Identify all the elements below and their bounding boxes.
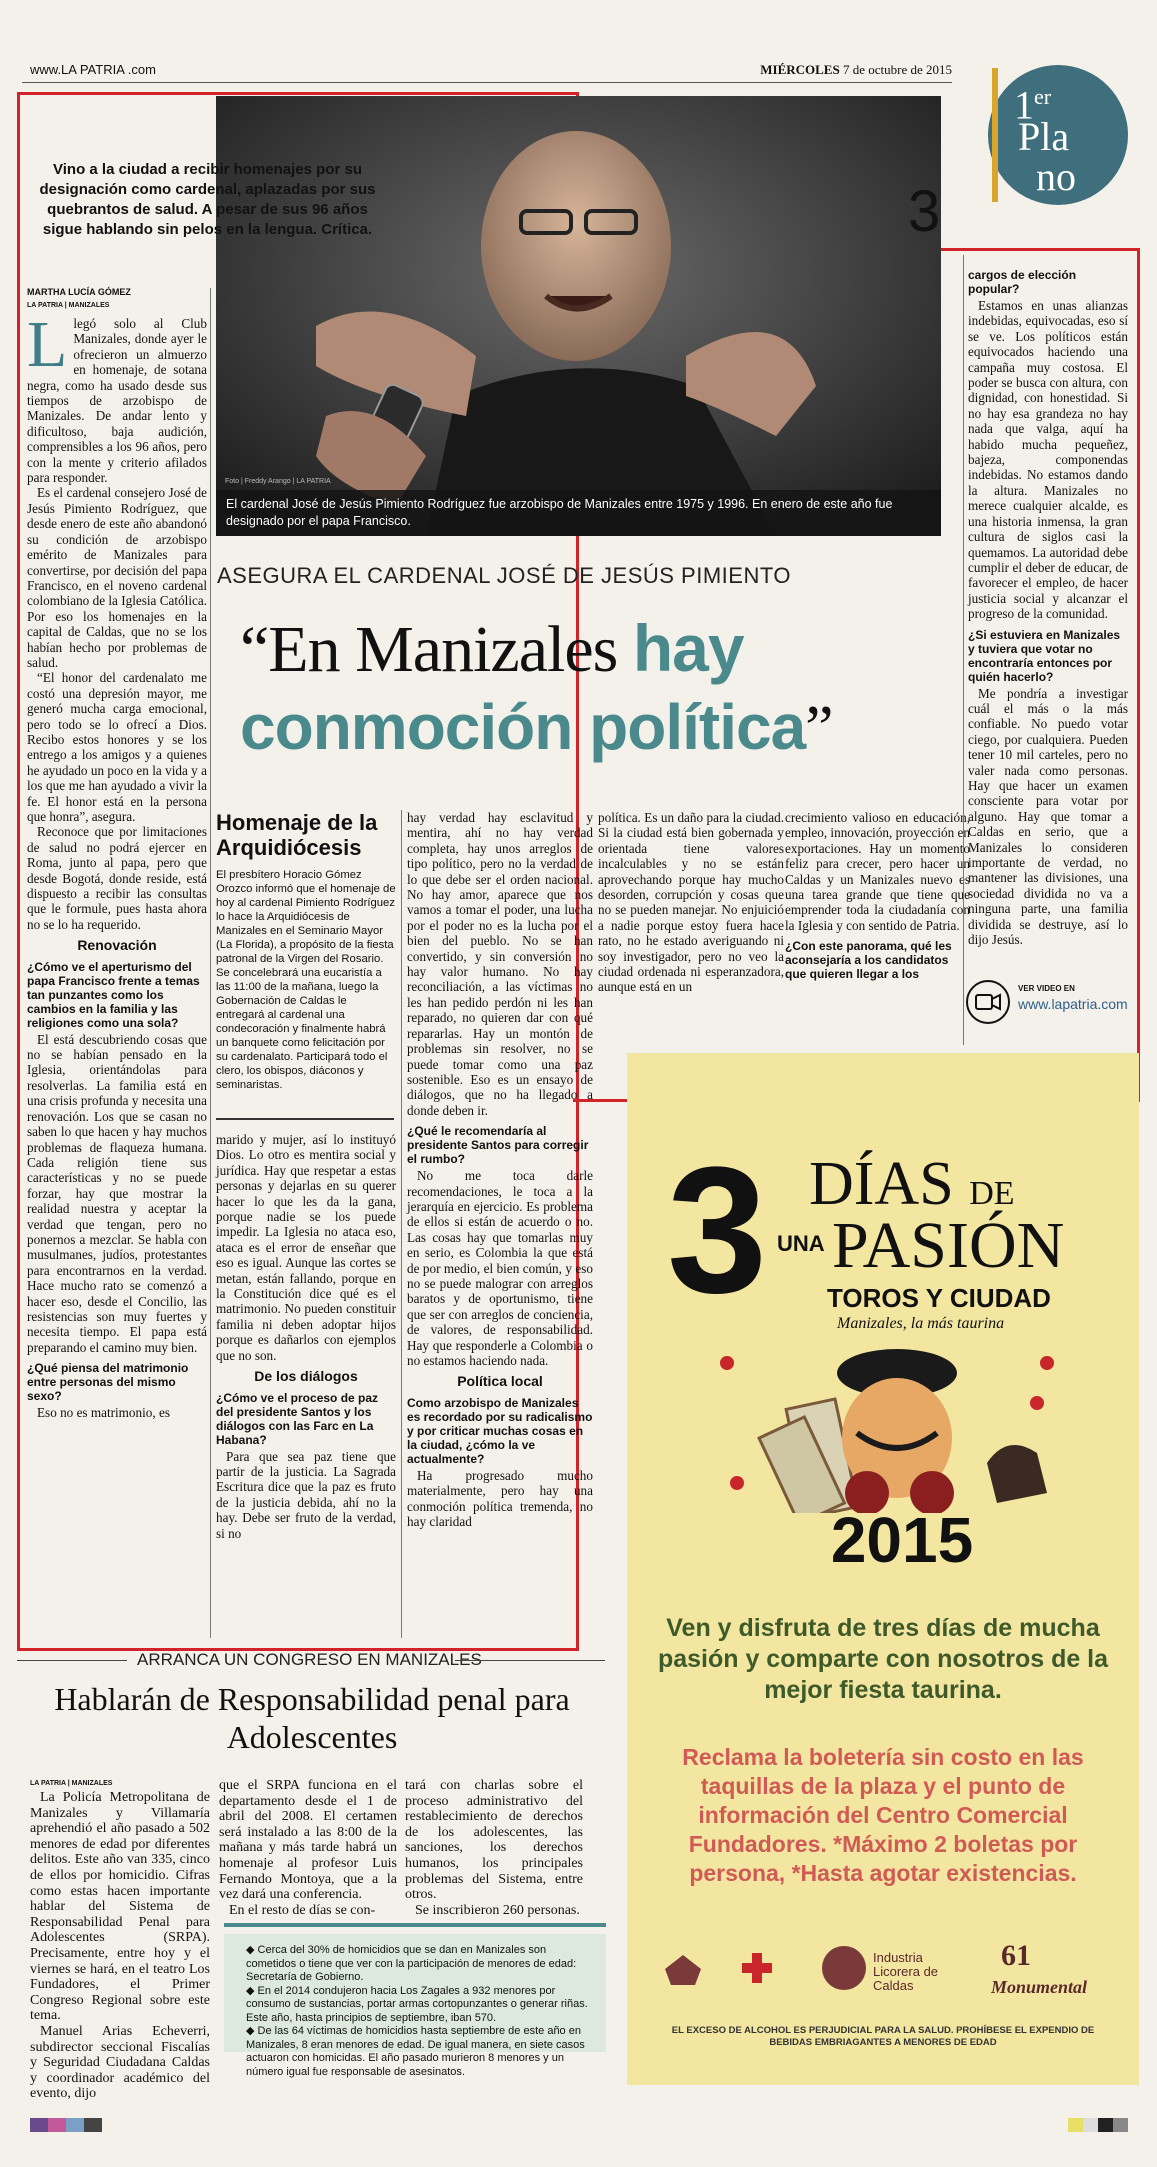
subheading: Renovación xyxy=(77,937,157,954)
bullet-icon: ◆ xyxy=(246,1944,258,1956)
column-6 xyxy=(968,268,1128,947)
matador-illustration xyxy=(707,1343,1067,1513)
video-link[interactable] xyxy=(966,978,1126,1024)
headline-line1: “En Manizales hay xyxy=(240,611,744,686)
bottom-headline: Hablarán de Responsabilidad penal para Adolescentes xyxy=(54,1681,570,1755)
paragraph: “El honor del cardenalato me costó una depresión mayor, me generó mucha carga emocional, pero todo se lo ofrecí a Dios. Recibo estos honores y se los entrego a los amigos y a quienes he ayudado un poco en la vida y a los que me han ayudado a vivir la fe. El honor está en la persona que honra”, asegura. xyxy=(27,670,207,824)
print-color-bar xyxy=(30,2118,102,2132)
paragraph: tará con charlas sobre el proceso administrativo del restablecimiento de derechos de los adolescentes, las sanciones, los derechos humanos, los principales problemas del Sistema, entre otros. xyxy=(405,1778,583,1903)
bullet-icon: ◆ xyxy=(246,2025,258,2037)
paragraph: crecimiento valioso en educación, empleo, innovación, proyección en exportaciones. Hay un momento feliz para crecer, pero hacer un Caldas y un Manizales nuevo es una tarea grande que tiene que emprender toda la ciudadanía con la Iglesia y con sentido de Patria. xyxy=(785,810,970,933)
ad-tagline: Manizales, la más taurina xyxy=(837,1315,1005,1332)
logo-industria-text: Industria Licorera de Caldas xyxy=(873,1950,939,1993)
video-label: VER VIDEO EN xyxy=(1018,984,1075,993)
column-2 xyxy=(216,1132,396,1541)
issue-date xyxy=(760,62,952,78)
column-1 xyxy=(27,308,207,1421)
paragraph: política. Es un daño para la ciudad. Si la ciudad está bien gobernada y orientada tiene valores incalculables y no se están aprovechando porque hay mucho desorden, corrupción y cosas que no se pueden manejar. No enjuició a nadie porque estoy fuera hace rato, no he estado averiguando ni soy investigador, pero no veo la ciudad ordenada ni esperanzadora, aunque está en un xyxy=(598,810,784,995)
ad-tickets: Reclama la boletería sin costo en las taquillas de la plaza y el punto de información del Centro Comercial Fundadores. *Máximo 2 boletas por persona, *Hasta agotar existencias. xyxy=(682,1744,1084,1886)
paragraph: En el resto de días se con- xyxy=(229,1902,376,1918)
question: ¿Cómo ve el aperturismo del papa Francisco frente a temas tan punzantes como los cambios en la familia y las religiones como una sola? xyxy=(27,959,200,1030)
question: cargos de elección popular? xyxy=(968,268,1077,296)
info-item: ◆ De las 64 víctimas de homicidios hasta septiembre de este año en Manizales, 8 eran menores de edad. De igual manera, en siete casos actuaron con homicidas. El año pasado murieron 8 menores y un número igual fue responsable de asesinatos. xyxy=(246,2025,585,2078)
video-camera-icon xyxy=(966,980,1010,1024)
column-divider xyxy=(210,288,211,1638)
question: ¿Con este panorama, qué les aconsejaría a los candidatos que quieren llegar a los xyxy=(785,939,952,982)
bottom-byline: LA PATRIA | MANIZALES xyxy=(30,1780,113,1787)
question: ¿Si estuviera en Manizales y tuviera que votar no encontraría entonces por quién hacerlo? xyxy=(968,627,1121,684)
paragraph: marido y mujer, así lo instituyó Dios. Lo otro es mentira social y jurídica. Hay que respetar a estas personas y dejarlas en su querer hacer lo que les da la gana, porque nadie se los puede impedir. La Iglesia no ataca eso, ataca es el error de enseñar que eso es igual. Aunque las cortes se metan, están fallando, porque en la Constitución dice qué es el matrimonio. No pueden constituir familia ni deben adoptar hijos porque es dañarlos con ejemplos que no son. xyxy=(216,1132,396,1363)
paragraph: Eso no es matrimonio, es xyxy=(37,1405,170,1421)
header-rule xyxy=(22,82,952,83)
info-item: ◆ En el 2014 condujeron hacia Los Zagales a 932 menores por consumo de sustancias, portar armas cortopunzantes o generar riñas. Este año, hasta principios de septiembre, iban 570. xyxy=(246,1984,588,2024)
photo-caption: El cardenal José de Jesús Pimiento Rodríguez fue arzobispo de Manizales entre 1975 y 1996. En enero de este año fue designado por el papa Francisco. xyxy=(216,490,941,536)
info-item: ◆ Cerca del 30% de homicidios que se dan en Manizales son cometidos o tiene que ver con la participación de menores de edad: Secretaría de Gobierno. xyxy=(246,1944,577,1983)
date-day: MIÉRCOLES xyxy=(760,62,840,77)
sidebar-body: El presbítero Horacio Gómez Orozco informó que el homenaje de hoy al cardenal Pimiento Rodríguez lo hace la Arquidiócesis de Manizales en el Seminario Mayor (La Florida), a propósito de la fiesta patronal de la Virgen del Rosario. Se concelebrará una eucaristía a las 11:00 de la mañana, luego la Gobernación de Caldas le entregará al cardenal una condecoración y finalmente habrá un banquete como felicitación por su cardenalato. Participará todo el clero, los obispos, diáconos y seminaristas. xyxy=(216,869,396,1091)
print-color-bar xyxy=(1068,2118,1128,2132)
bottom-column-1 xyxy=(30,1790,210,2102)
bull-logo-icon xyxy=(661,1949,705,1989)
paragraph: Manuel Arias Echeverri, subdirector seccional Fiscalías y Seguridad Ciudadana Caldas y coordinador académico del evento, dijo xyxy=(30,2023,210,2102)
bullet-icon: ◆ xyxy=(246,1984,258,1997)
logo-monumental: Monumental xyxy=(991,1977,1088,1997)
ad-dias: DÍAS DE xyxy=(809,1150,1015,1218)
section-badge xyxy=(988,65,1128,205)
bottom-column-2 xyxy=(219,1778,397,1918)
sidebar-rule xyxy=(216,1118,394,1120)
column-divider xyxy=(401,810,402,1638)
paragraph: La Policía Metropolitana de Manizales y Villamaría aprehendió el año pasado a 502 menores de edad por diferentes delitos. Este año van 335, cinco de ellos por homicidio. Cifras como estas hacen importante hablar del Sistema de Responsabilidad Penal para Adolescentes (SRPA). Precisamente, entre hoy y el viernes se hará, en el teatro Los Fundadores, el Primer Congreso Regional sobre este tema. xyxy=(30,1790,210,2024)
bullfight-ad[interactable] xyxy=(627,1053,1139,2085)
kicker-rule xyxy=(455,1660,605,1661)
ad-pasion: PASIÓN xyxy=(832,1209,1065,1282)
badge-line1: 1er xyxy=(1014,82,1052,128)
paragraph: Es el cardenal consejero José de Jesús Pimiento Rodríguez, que desde enero de este año abandonó su condición de arzobispo emérito de Manizales para convertirse, por decisión del papa Francisco, en el noveno cardenal colombiano de la Iglesia Católica. Por eso los homenajes en la capital de Caldas, que no se los habían hecho por problemas de salud. xyxy=(27,485,207,670)
ad-sponsor-logos xyxy=(651,1939,1115,2003)
kicker: ASEGURA EL CARDENAL JOSÉ DE JESÚS PIMIENTO xyxy=(217,563,791,588)
drop-cap: L xyxy=(27,308,68,381)
question: ¿Cómo ve el proceso de paz del presidente Santos y los diálogos con las Farc en La Habana? xyxy=(216,1390,379,1447)
byline-author: MARTHA LUCÍA GÓMEZ xyxy=(27,287,131,297)
headline-line2: conmoción política” xyxy=(240,691,833,763)
subheading: Política local xyxy=(457,1373,543,1390)
question: ¿Qué piensa del matrimonio entre personas del mismo sexo? xyxy=(27,1361,189,1404)
badge-line2: Pla xyxy=(1018,114,1070,159)
ad-legal-footer: EL EXCESO DE ALCOHOL ES PERJUDICIAL PARA LA SALUD. PROHÍBESE EL EXPENDIO DE BEBIDAS EMBRIAGANTES A MENORES DE EDAD xyxy=(671,2025,1095,2048)
column-3 xyxy=(407,810,593,1529)
paragraph: hay verdad hay esclavitud y mentira, ahí no hay verdad completa, hay unos arreglos de tipo político, pero no la verdad de lo que debe ser el orden nacional. No hay amor, aparece que nos vamos a tomar el poder, una lucha por el poder no es la lucha por el bien del pueblo. No se han convertido, y sin conversión no hay valor humano. No hay reconciliación, a las víctimas no les han pedido perdón ni les han reparado, no quieren dar con qué repararlas. Hay un montón de problemas sin resolver, no se puede tomar como una paz sostenible. Eso es un ensayo de diálogos, que no ha llegado a donde deben ir. xyxy=(407,810,593,1118)
industria-licorera-logo-icon xyxy=(819,1943,869,1993)
question: ¿Qué le recomendaría al presidente Santos para corregir el rumbo? xyxy=(407,1124,589,1167)
ad-una: UNA xyxy=(777,1231,825,1256)
question: Como arzobispo de Manizales es recordado por su radicalismo y por criticar muchas cosas en la ciudad, ¿cómo la ve actualmente? xyxy=(407,1395,593,1466)
lead-text: Vino a la ciudad a recibir homenajes por su designación como cardenal, aplazadas por sus quebrantos de salud. A pesar de sus 96 años sigue hablando sin pelos en la lengua. Crítica. xyxy=(39,161,376,238)
column-4 xyxy=(598,810,784,995)
paragraph: Me pondría a investigar cuál el más o la más confiable. No puedo votar ciego, por cualquiera. Pueden tener 10 mil carteles, pero no valer nada como personas. Hay que hacer un examen consciente para votar por alguno. Hay que tomar a Caldas en serio, que a Manizales lo consideren importante de verdad, no mantener las divisiones, una sociedad dividida no va a ninguna parte, una familia dividida se destruye, así lo dijo Jesús. xyxy=(968,685,1128,948)
column-divider xyxy=(963,255,964,1045)
kicker-rule xyxy=(17,1660,127,1661)
badge-accent-bar xyxy=(992,68,998,202)
byline-outlet: LA PATRIA | MANIZALES xyxy=(27,302,110,309)
paragraph: Llegó solo al Club Manizales, donde ayer le ofrecieron un almuerzo en homenaje, de sotana negra, como ha usado desde sus tiempos de arzobispo de Manizales. De andar lento y dificultoso, baja audición, comprensibles a los 96 años, pero con la mente y criterio afilados para responder. xyxy=(27,308,207,486)
statistics-box xyxy=(224,1934,606,2078)
subheading: De los diálogos xyxy=(254,1368,358,1385)
photo-credit: Foto | Freddy Arango | LA PATRIA xyxy=(225,478,331,485)
paragraph: Estamos en unas alianzas indebidas, equivocadas, eso sí se ve. Los políticos están equivocados haciendo una campaña muy costosa. El poder se busca con altura, con dignidad, con honestidad. Si no hay esa grandeza no hay nada que valga, aquí ha habido mucha pequeñez, bajeza, componendas indebidas. No estamos dando la altura. Manizales no merece cualquier alcalde, es una historia inmensa, la gran cultura de siglos casi la quemamos. La autoridad debe cumplir el deber de educar, de favorecer el empleo, de hacer justicia social y alcanzar el progreso de la comunidad. xyxy=(968,298,1128,622)
paragraph: que el SRPA funciona en el departamento desde el 1 de abril del 2008. El certamen será instalado a las 8:00 de la mañana y más tarde habrá un homenaje al profesor Luis Fernando Montoya, que a la vez dará una conferencia. xyxy=(219,1778,397,1903)
badge-line3: no xyxy=(1036,154,1076,199)
red-cross-logo-icon xyxy=(739,1949,775,1989)
column-5 xyxy=(785,810,970,983)
bottom-kicker: ARRANCA UN CONGRESO EN MANIZALES xyxy=(137,1650,482,1669)
date-rest: 7 de octubre de 2015 xyxy=(842,62,952,77)
page-number: 3 xyxy=(908,179,941,244)
paragraph: El está descubriendo cosas que no se habían pensado en la Iglesia, orientándolas para resolverlas. La familia está en una crisis profunda y necesita una renovación. Los que se casan no saben lo que hacen y hay muchos problemas de flaqueza humana. Cada religión tiene sus características y no se puede forzar, hay que mostrar la realidad nuestra y aceptar la verdad que tengan, pero no ponernos a mezclar. Se habla con musulmanes, judíos, protestantes para encontrarnos en la verdad. Hace mucho rato se comenzó a hacer eso, desde el Concilio, las resistencias son muy fuertes y necesita tiempo. El papa está preparando el camino muy bien. xyxy=(27,1031,207,1355)
video-url[interactable]: www.lapatria.com xyxy=(1018,996,1128,1012)
ad-number: 3 xyxy=(667,1130,768,1331)
infobox-rule xyxy=(224,1923,606,1927)
sidebar-title: Homenaje de la Arquidiócesis xyxy=(216,810,378,860)
paragraph: Ha progresado mucho materialmente, pero hay una conmoción política tremenda, no hay claridad xyxy=(407,1467,593,1530)
paragraph: No me toca darle recomendaciones, le toca a la jerarquía en ejercicio. Es problema de ellos si están de acuerdo o no. Las cosas hay que tomarlas muy en serio, es Colombia la que está de por medio, el bien común, y eso no se puede malograr con arreglos baratos y de oportunismo, tiene que ser con arreglos de conciencia, de valores, de responsabilidad. Hay que responderle a Colombia o no estamos haciendo nada. xyxy=(407,1168,593,1368)
paragraph: Para que sea paz tiene que partir de la justicia. La Sagrada Escritura dice que la paz es fruto de la justicia debida, ahí no la hay. Debe ser fruto de la verdad, si no xyxy=(216,1448,396,1541)
ad-year: 2015 xyxy=(830,1504,974,1576)
sidebar-box xyxy=(216,810,396,1092)
paragraph: Se inscribieron 260 personas. xyxy=(415,1902,580,1918)
ad-invite: Ven y disfruta de tres días de mucha pasión y comparte con nosotros de la mejor fiesta taurina. xyxy=(657,1614,1109,1704)
logo-temporada: 61 xyxy=(1001,1939,1031,1972)
paragraph: Reconoce que por limitaciones de salud no podrá ejercer en Roma, junto al papa, pero que desde Bogotá, donde reside, está dispuesto a recibir las consultas que le formule, pues hasta ahora no se lo ha requerido. xyxy=(27,824,207,932)
bottom-column-3 xyxy=(405,1778,583,1918)
ad-toros: TOROS Y CIUDAD xyxy=(827,1283,1051,1313)
site-url[interactable]: www.LA PATRIA .com xyxy=(30,62,156,77)
